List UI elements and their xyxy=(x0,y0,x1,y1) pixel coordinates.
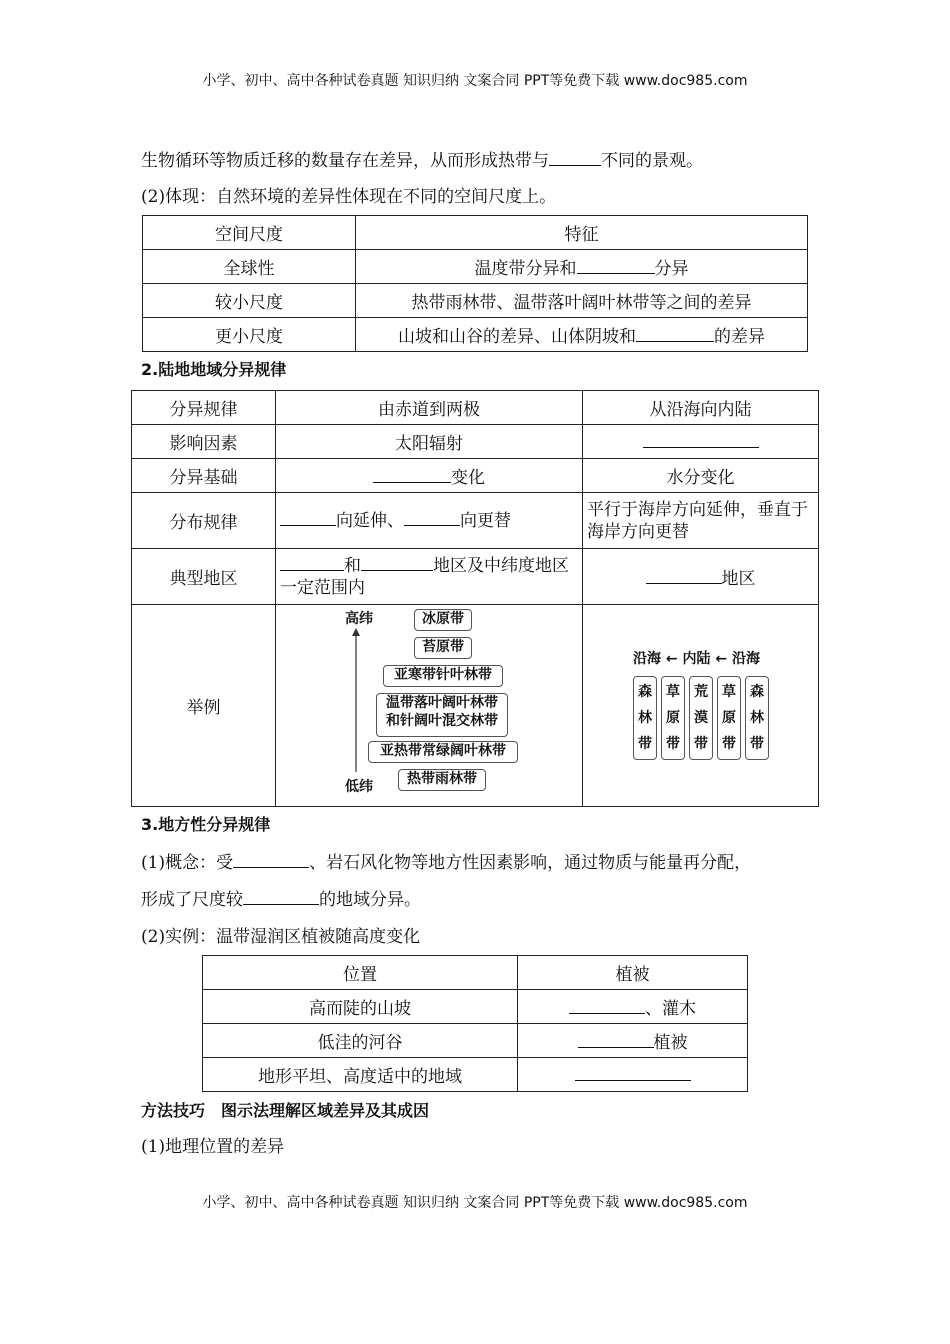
table2-cell: 分异规律 xyxy=(132,391,276,425)
table2-cell xyxy=(583,425,819,459)
page-footer: 小学、初中、高中各种试卷真题 知识归纳 文案合同 PPT等免费下载 www.doc985.com xyxy=(202,1195,748,1211)
zone-grassland: 草 原 带 xyxy=(661,676,685,760)
page-header: 小学、初中、高中各种试卷真题 知识归纳 文案合同 PPT等免费下载 www.doc985.com xyxy=(202,73,748,89)
zone-temperate: 温带落叶阔叶林带 和针阔叶混交林带 xyxy=(376,693,508,737)
table1-cell: 山坡和山谷的差异、山体阴坡和 的差异 xyxy=(356,318,808,352)
table2-cell: 典型地区 xyxy=(132,549,276,605)
zone-ice: 冰原带 xyxy=(414,609,472,631)
low-latitude-label: 低纬 xyxy=(345,779,373,795)
paragraph-5: (2)实例：温带湿润区植被随高度变化 xyxy=(141,927,421,947)
table3-cell: 高而陡的山坡 xyxy=(203,990,518,1024)
table2-cell: 和 地区及中纬度地区一定范围内 xyxy=(276,549,583,605)
paragraph-4: 形成了尺度较 的地域分异。 xyxy=(141,890,421,910)
para1-text-end: 不同的景观。 xyxy=(601,151,703,171)
table2-cell: 太阳辐射 xyxy=(276,425,583,459)
paragraph-3: (1)概念：受 、岩石风化物等地方性因素影响，通过物质与能量再分配， xyxy=(141,853,752,873)
left-arrow-icon: ← xyxy=(665,651,678,667)
table2-cell: 分布规律 xyxy=(132,493,276,549)
blank xyxy=(549,149,601,166)
zone-forest: 森 林 带 xyxy=(633,676,657,760)
zone-forest: 森 林 带 xyxy=(745,676,769,760)
table2-cell: 由赤道到两极 xyxy=(276,391,583,425)
zone-grassland: 草 原 带 xyxy=(717,676,741,760)
table2-cell: 影响因素 xyxy=(132,425,276,459)
table1-header-feature: 特征 xyxy=(356,216,808,250)
section-3-title: 3.地方性分异规律 xyxy=(141,815,271,834)
table2-cell: 从沿海向内陆 xyxy=(583,391,819,425)
table3-header-vegetation: 植被 xyxy=(518,956,748,990)
table3-header-location: 位置 xyxy=(203,956,518,990)
table1-header-scale: 空间尺度 xyxy=(143,216,356,250)
table2-cell: 平行于海岸方向延伸，垂直于海岸方向更替 xyxy=(583,493,819,549)
table3-cell: 地形平坦、高度适中的地域 xyxy=(203,1058,518,1092)
table1-cell: 更小尺度 xyxy=(143,318,356,352)
high-latitude-label: 高纬 xyxy=(345,611,373,627)
table1-cell: 全球性 xyxy=(143,250,356,284)
zone-taiga: 亚寒带针叶林带 xyxy=(383,665,503,687)
table-spatial-scale xyxy=(142,215,808,352)
table1-cell: 较小尺度 xyxy=(143,284,356,318)
zone-desert: 荒 漠 带 xyxy=(689,676,713,760)
paragraph-6: (1)地理位置的差异 xyxy=(141,1137,285,1157)
table2-cell: 水分变化 xyxy=(583,459,819,493)
table3-cell: 、灌木 xyxy=(518,990,748,1024)
zone-subtropical: 亚热带常绿阔叶林带 xyxy=(368,741,518,763)
table1-cell: 热带雨林带、温带落叶阔叶林带等之间的差异 xyxy=(356,284,808,318)
method-title: 方法技巧 图示法理解区域差异及其成因 xyxy=(141,1101,430,1120)
table3-cell: 低洼的河谷 xyxy=(203,1024,518,1058)
left-arrow-icon: ← xyxy=(715,651,728,667)
table2-cell: 变化 xyxy=(276,459,583,493)
table3-cell: 植被 xyxy=(518,1024,748,1058)
table1-cell: 温度带分异和 分异 xyxy=(356,250,808,284)
table2-cell: 举例 xyxy=(132,605,276,807)
zone-tundra: 苔原带 xyxy=(414,637,472,659)
paragraph-2: (2)体现：自然环境的差异性体现在不同的空间尺度上。 xyxy=(141,187,557,207)
section-2-title: 2.陆地地域分异规律 xyxy=(141,360,287,379)
upward-arrow-icon xyxy=(350,628,362,774)
zone-tropical: 热带雨林带 xyxy=(398,769,486,791)
table-vegetation xyxy=(202,955,748,1092)
table3-cell xyxy=(518,1058,748,1092)
paragraph-1 xyxy=(141,146,703,171)
table2-cell: 地区 xyxy=(583,549,819,605)
coast-label: 沿海 ← 内陆 ← 沿海 xyxy=(633,651,760,667)
table2-cell: 向延伸、 向更替 xyxy=(276,493,583,549)
table2-cell: 分异基础 xyxy=(132,459,276,493)
para1-text: 生物循环等物质迁移的数量存在差异，从而形成热带与 xyxy=(141,151,549,171)
